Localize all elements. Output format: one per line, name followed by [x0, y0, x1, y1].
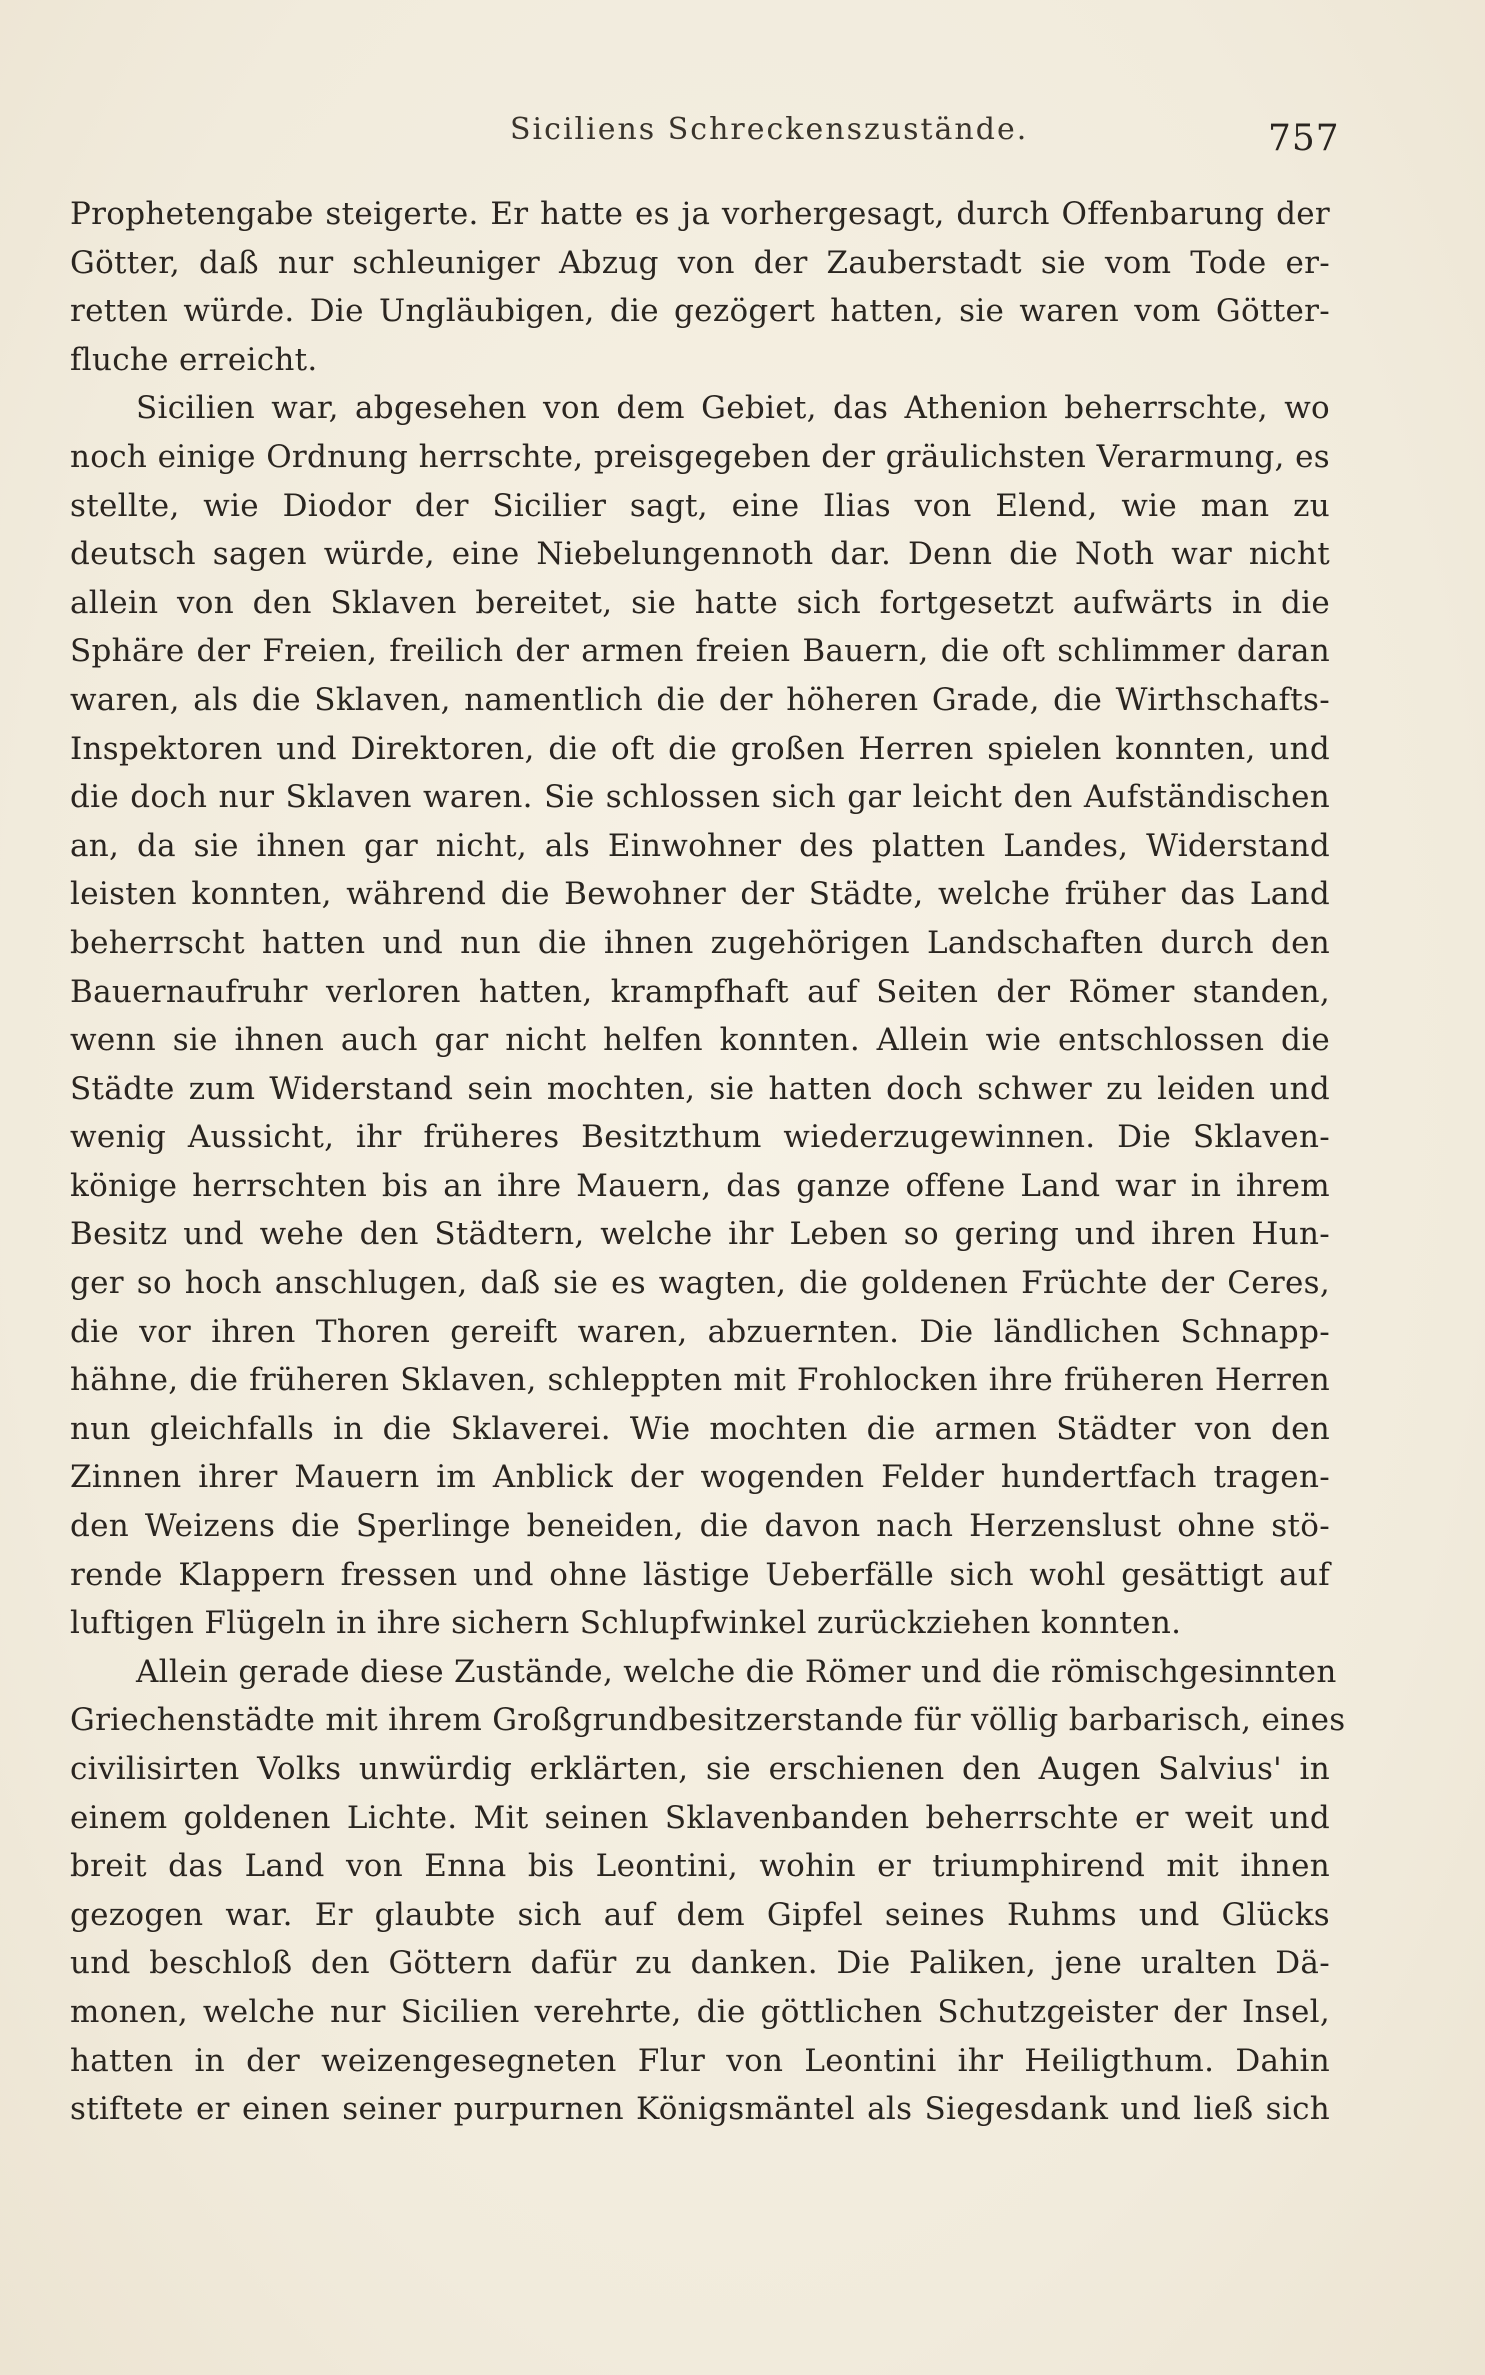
text-line: Inspektoren und Direktoren, die oft die großen Herren spielen konnten, und	[70, 730, 1330, 767]
text-line: nun gleichfalls in die Sklaverei. Wie mochten die armen Städter von den	[70, 1410, 1330, 1447]
text-line: ger so hoch anschlugen, daß sie es wagten, die goldenen Früchte der Ceres,	[70, 1265, 1330, 1302]
text-line: beherrscht hatten und nun die ihnen zugehörigen Landschaften durch den	[70, 924, 1330, 961]
text-line: breit das Land von Enna bis Leontini, wohin er triumphirend mit ihnen	[70, 1848, 1330, 1885]
text-line: wenig Aussicht, ihr früheres Besitzthum wiederzugewinnen. Die Sklaven-	[70, 1119, 1330, 1156]
text-line: die doch nur Sklaven waren. Sie schlossen sich gar leicht den Aufständischen	[70, 779, 1330, 816]
text-line: an, da sie ihnen gar nicht, als Einwohner des platten Landes, Widerstand	[70, 827, 1330, 864]
text-line: luftigen Flügeln in ihre sichern Schlupfwinkel zurückziehen konnten.	[70, 1605, 1182, 1642]
text-line: stiftete er einen seiner purpurnen Königsmäntel als Siegesdank und ließ sich	[70, 2091, 1330, 2128]
text-line: die vor ihren Thoren gereift waren, abzuernten. Die ländlichen Schnapp-	[70, 1313, 1330, 1350]
text-line: gezogen war. Er glaubte sich auf dem Gipfel seines Ruhms und Glücks	[70, 1896, 1330, 1933]
text-line: allein von den Sklaven bereitet, sie hatte sich fortgesetzt aufwärts in die	[70, 584, 1330, 621]
text-line: einem goldenen Lichte. Mit seinen Sklavenbanden beherrschte er weit und	[70, 1799, 1330, 1836]
text-line: wenn sie ihnen auch gar nicht helfen konnten. Allein wie entschlossen die	[70, 1022, 1330, 1059]
text-line: stellte, wie Diodor der Sicilier sagt, eine Ilias von Elend, wie man zu	[70, 487, 1330, 524]
text-line: civilisirten Volks unwürdig erklärten, sie erschienen den Augen Salvius' in	[70, 1751, 1330, 1787]
text-line: Städte zum Widerstand sein mochten, sie hatten doch schwer zu leiden und	[70, 1070, 1330, 1107]
text-line: deutsch sagen würde, eine Niebelungennoth dar. Denn die Noth war nicht	[70, 536, 1330, 573]
text-line: retten würde. Die Ungläubigen, die gezögert hatten, sie waren vom Götter-	[70, 293, 1330, 330]
text-line: monen, welche nur Sicilien verehrte, die göttlichen Schutzgeister der Insel,	[70, 1993, 1330, 2030]
text-line: hatten in der weizengesegneten Flur von Leontini ihr Heiligthum. Dahin	[70, 2042, 1330, 2079]
body-text	[70, 190, 1346, 2134]
text-line: Zinnen ihrer Mauern im Anblick der wogenden Felder hundertfach tragen-	[70, 1459, 1330, 1496]
text-line: Griechenstädte mit ihrem Großgrundbesitzerstande für völlig barbarisch, eines	[70, 1702, 1346, 1739]
text-line: Götter, daß nur schleuniger Abzug von der Zauberstadt sie vom Tode er-	[70, 244, 1330, 281]
text-line: Bauernaufruhr verloren hatten, krampfhaft auf Seiten der Römer standen,	[70, 973, 1330, 1010]
text-line: leisten konnten, während die Bewohner der Städte, welche früher das Land	[70, 876, 1330, 913]
text-line: und beschloß den Göttern dafür zu danken. Die Paliken, jene uralten Dä-	[70, 1945, 1330, 1982]
text-line: Allein gerade diese Zustände, welche die Römer und die römischgesinnten	[136, 1653, 1337, 1690]
page-number: 757	[1268, 118, 1340, 159]
running-head: Siciliens Schreckenszustände.	[510, 112, 1029, 147]
text-line: den Weizens die Sperlinge beneiden, die davon nach Herzenslust ohne stö-	[70, 1508, 1330, 1545]
text-line: waren, als die Sklaven, namentlich die der höheren Grade, die Wirthschafts-	[70, 681, 1330, 718]
text-line: Sphäre der Freien, freilich der armen freien Bauern, die oft schlimmer daran	[70, 633, 1330, 670]
text-line: Sicilien war, abgesehen von dem Gebiet, das Athenion beherrschte, wo	[136, 390, 1330, 427]
text-line: Besitz und wehe den Städtern, welche ihr Leben so gering und ihren Hun-	[70, 1216, 1330, 1253]
text-line: fluche erreicht.	[70, 341, 318, 378]
text-line: Prophetengabe steigerte. Er hatte es ja vorhergesagt, durch Offenbarung der	[70, 196, 1330, 232]
text-line: könige herrschten bis an ihre Mauern, das ganze offene Land war in ihrem	[70, 1167, 1330, 1204]
text-line: noch einige Ordnung herrschte, preisgegeben der gräulichsten Verarmung, es	[70, 438, 1330, 475]
text-line: rende Klappern fressen und ohne lästige Ueberfälle sich wohl gesättigt auf	[70, 1556, 1330, 1593]
text-line: hähne, die früheren Sklaven, schleppten mit Frohlocken ihre früheren Herren	[70, 1362, 1330, 1399]
